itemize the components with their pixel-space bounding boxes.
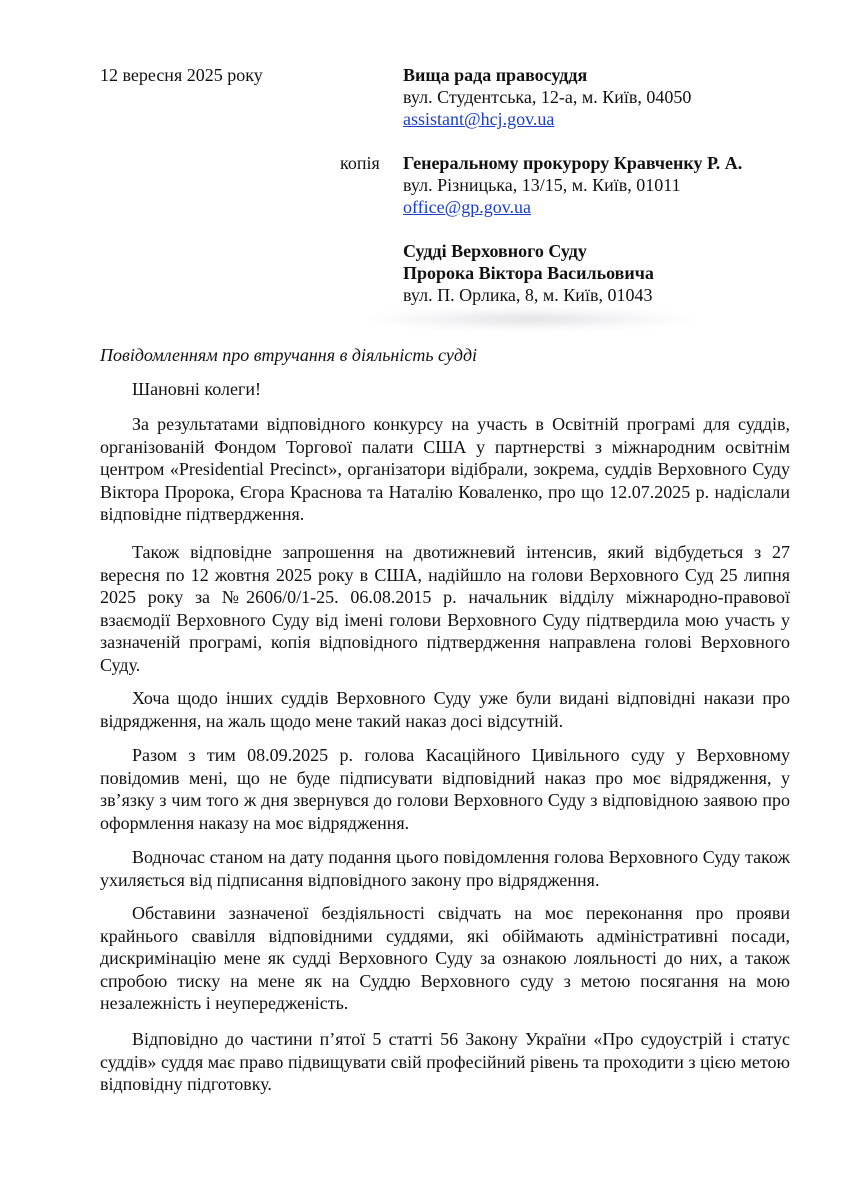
paragraph-text: Відповідно до частини п’ятої 5 статті 56 Закону України «Про судоустрій і статус суддів» суддя має право підвищувати свій професійний рівень та проходити з цією метою відповідну підготовку. — [100, 1029, 790, 1094]
paragraph-7 — [100, 1028, 790, 1096]
recipient-name-line2: Пророка Віктора Васильовича — [403, 263, 654, 283]
recipient-name: Вища рада правосуддя — [403, 65, 588, 85]
paragraph-text: За результатами відповідного конкурсу на участь в Освітній програмі для суддів, організованій Фондом Торгової палати США у партнерстві з міжнародним освітнім центром «Presidential Precinct», організатори відібрали, зокрема, суддів Верховного Суду Віктора Пророка, Єгора Краснова та Наталію Коваленко, про що 12.07.2025 р. надіслали відповідне підтвердження. — [100, 414, 790, 524]
letter-date: 12 вересня 2025 року — [100, 65, 263, 85]
recipient-address: вул. Студентська, 12-а, м. Київ, 04050 — [403, 87, 692, 107]
paragraph-6 — [100, 902, 790, 1015]
paragraph-1 — [100, 413, 790, 526]
letter-greeting: Шановні колеги! — [132, 379, 261, 399]
paragraph-text: Хоча щодо інших суддів Верховного Суду уже були видані відповідні накази про відрядження, на жаль щодо мене такий наказ досі відсутній. — [100, 688, 790, 731]
paragraph-text: Водночас станом на дату подання цього повідомлення голова Верховного Суду також ухиляється від підписання відповідного закону про відрядження. — [100, 847, 790, 890]
recipient-address: вул. Різницька, 13/15, м. Київ, 01011 — [403, 175, 681, 195]
recipient-name: Генеральному прокурору Кравченку Р. А. — [403, 153, 743, 173]
recipient-email-link[interactable]: office@gp.gov.ua — [403, 197, 532, 217]
paragraph-2 — [100, 541, 790, 676]
copy-label: копія — [340, 153, 380, 173]
recipient-address: вул. П. Орлика, 8, м. Київ, 01043 — [403, 285, 653, 305]
redacted-area — [368, 308, 690, 330]
recipient-name-line1: Судді Верховного Суду — [403, 241, 587, 261]
recipient-block-1 — [403, 64, 691, 130]
paragraph-text: Також відповідне запрошення на двотижневий інтенсив, який відбудеться з 27 вересня по 12 жовтня 2025 року в США, надійшло на голови Верховного Суд 25 липня 2025 року за №2606/0/1-25. 06.08.2015 р. начальник відділу міжнародно-правової взаємодії Верховного Суду від імені голови Верховного Суду підтвердила мою участь у зазначеній програмі, копія відповідного підтвердження направлена голові Верховного Суду. — [100, 542, 790, 675]
paragraph-text: Обставини зазначеної бездіяльності свідчать на моє переконання про прояви крайнього свавілля відповідними суддями, які обіймають адміністративні посади, дискримінацію мене як судді Верховного Суду за ознакою лояльності до них, а також спробою тиску на мене як на Суддю Верховного суду з метою посягання на мою незалежність і неупередженість. — [100, 903, 790, 1013]
paragraph-3 — [100, 687, 790, 732]
paragraph-4 — [100, 744, 790, 834]
paragraph-5 — [100, 846, 790, 891]
recipient-block-2 — [403, 152, 742, 218]
recipient-block-3 — [403, 240, 654, 306]
recipient-email-link[interactable]: assistant@hcj.gov.ua — [403, 109, 555, 129]
paragraph-text: Разом з тим 08.09.2025 р. голова Касаційного Цивільного суду у Верховному повідомив мені, що не буде підписувати відповідний наказ про моє відрядження, у зв’язку з чим того ж дня звернувся до голови Верховного Суду з відповідною заявою про оформлення наказу на моє відрядження. — [100, 745, 790, 833]
letter-subject: Повідомленням про втручання в діяльність судді — [100, 345, 478, 365]
